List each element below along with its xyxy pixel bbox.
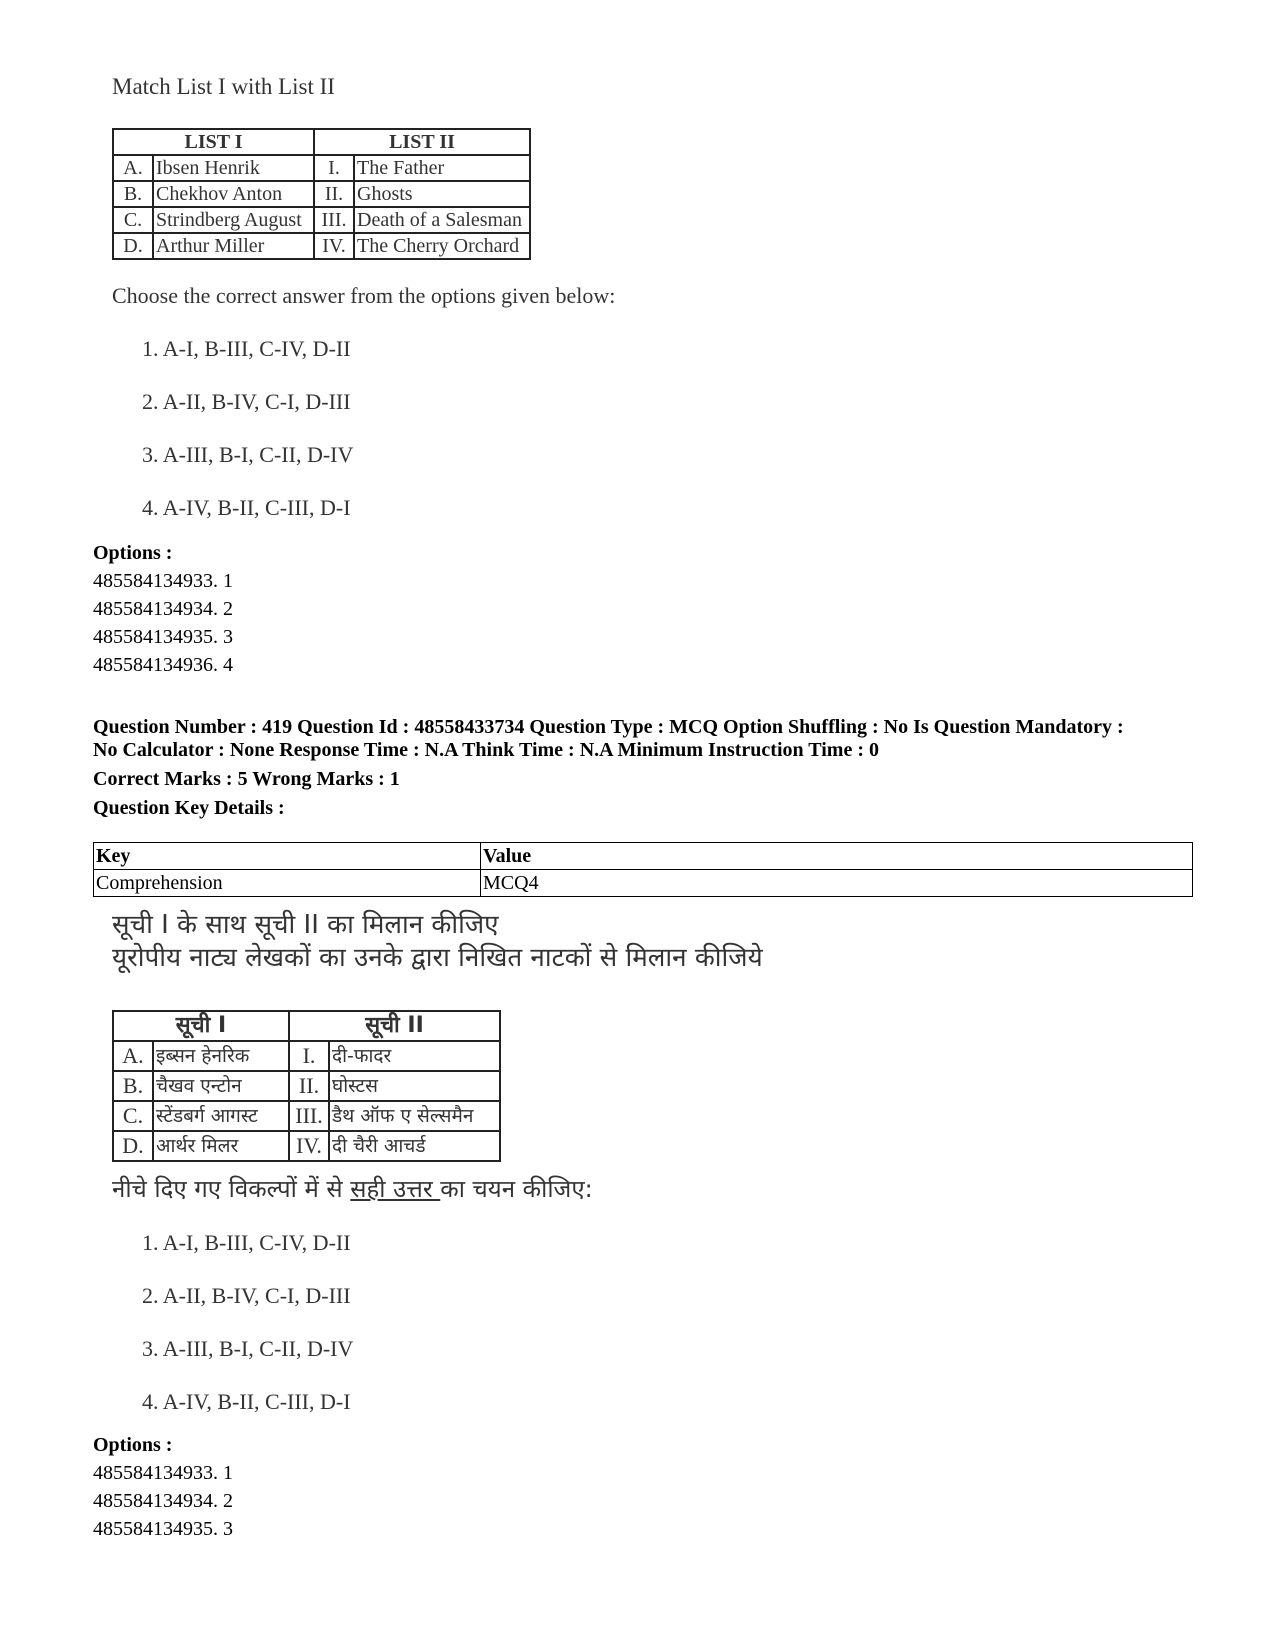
hindi-choose-instruction xyxy=(112,1172,593,1205)
value-cell: MCQ4 xyxy=(481,870,1193,897)
author-name: Ibsen Henrik xyxy=(153,155,314,181)
author-name: स्टेंडबर्ग आगस्ट xyxy=(153,1101,289,1131)
question-meta-line-1: Question Number : 419 Question Id : 48558433734 Question Type : MCQ Option Shuffling : No Is Question Mandatory : xyxy=(93,716,1124,738)
row-numeral: III. xyxy=(314,207,354,233)
option-line: 485584134936. 4 xyxy=(93,654,233,676)
table-row xyxy=(113,155,530,181)
row-letter: A. xyxy=(113,155,153,181)
play-title: डैथ ऑफ ए सेल्समैन xyxy=(329,1101,500,1131)
row-letter: A. xyxy=(113,1041,153,1071)
match-table-hindi xyxy=(112,1010,501,1162)
table-row xyxy=(113,181,530,207)
option-line: 485584134935. 3 xyxy=(93,626,233,648)
play-title: Ghosts xyxy=(354,181,530,207)
author-name: चैखव एन्टोन xyxy=(153,1071,289,1101)
row-letter: D. xyxy=(113,1131,153,1161)
marks-line: Correct Marks : 5 Wrong Marks : 1 xyxy=(93,768,400,790)
choice-item: 3. A-III, B-I, C-II, D-IV xyxy=(142,442,354,467)
table-row xyxy=(113,233,530,259)
choice-item: 2. A-II, B-IV, C-I, D-III xyxy=(142,389,351,414)
match-table-english xyxy=(112,128,531,260)
list-2-header: LIST II xyxy=(314,129,530,155)
row-numeral: IV. xyxy=(289,1131,329,1161)
option-line: 485584134935. 3 xyxy=(93,1518,233,1540)
row-letter: D. xyxy=(113,233,153,259)
hindi-instruction-1: सूची I के साथ सूची II का मिलान कीजिए xyxy=(112,910,499,940)
list-1-header: सूची I xyxy=(113,1011,289,1041)
choose-text-underlined: सही उत्तर xyxy=(350,1175,441,1203)
row-letter: C. xyxy=(113,207,153,233)
option-line: 485584134933. 1 xyxy=(93,570,233,592)
table-row xyxy=(113,1041,500,1071)
play-title: The Father xyxy=(354,155,530,181)
key-cell: Comprehension xyxy=(94,870,481,897)
row-numeral: IV. xyxy=(314,233,354,259)
author-name: Strindberg August xyxy=(153,207,314,233)
table-row xyxy=(113,207,530,233)
choose-text-post: का चयन कीजिए: xyxy=(440,1175,593,1203)
row-numeral: III. xyxy=(289,1101,329,1131)
author-name: Arthur Miller xyxy=(153,233,314,259)
option-line: 485584134934. 2 xyxy=(93,1490,233,1512)
row-letter: B. xyxy=(113,1071,153,1101)
author-name: इब्सन हेनरिक xyxy=(153,1041,289,1071)
match-instruction: Match List I with List II xyxy=(112,74,335,99)
row-numeral: I. xyxy=(314,155,354,181)
choice-item: 1. A-I, B-III, C-IV, D-II xyxy=(142,1230,351,1255)
options-label: Options : xyxy=(93,1434,173,1456)
author-name: आर्थर मिलर xyxy=(153,1131,289,1161)
choice-item: 3. A-III, B-I, C-II, D-IV xyxy=(142,1336,354,1361)
options-label: Options : xyxy=(93,542,173,564)
play-title: दी-फादर xyxy=(329,1041,500,1071)
list-1-header: LIST I xyxy=(113,129,314,155)
choice-item: 4. A-IV, B-II, C-III, D-I xyxy=(142,495,351,520)
row-letter: B. xyxy=(113,181,153,207)
key-details-table xyxy=(93,842,1193,897)
author-name: Chekhov Anton xyxy=(153,181,314,207)
option-line: 485584134933. 1 xyxy=(93,1462,233,1484)
table-row xyxy=(113,1131,500,1161)
choose-instruction: Choose the correct answer from the options given below: xyxy=(112,283,616,308)
table-row xyxy=(94,870,1193,897)
value-header: Value xyxy=(481,843,1193,870)
option-line: 485584134934. 2 xyxy=(93,598,233,620)
row-letter: C. xyxy=(113,1101,153,1131)
question-meta-line-2: No Calculator : None Response Time : N.A Think Time : N.A Minimum Instruction Time : 0 xyxy=(93,739,879,761)
key-header: Key xyxy=(94,843,481,870)
row-numeral: I. xyxy=(289,1041,329,1071)
choice-item: 1. A-I, B-III, C-IV, D-II xyxy=(142,336,351,361)
play-title: The Cherry Orchard xyxy=(354,233,530,259)
key-details-label: Question Key Details : xyxy=(93,797,285,819)
list-2-header: सूची II xyxy=(289,1011,500,1041)
choice-item: 2. A-II, B-IV, C-I, D-III xyxy=(142,1283,351,1308)
choose-text-pre: नीचे दिए गए विकल्पों में से xyxy=(112,1175,351,1203)
play-title: Death of a Salesman xyxy=(354,207,530,233)
play-title: दी चैरी आचर्ड xyxy=(329,1131,500,1161)
hindi-instruction-2: यूरोपीय नाट्य लेखकों का उनके द्वारा निखित नाटकों से मिलान कीजिये xyxy=(112,943,763,973)
row-numeral: II. xyxy=(289,1071,329,1101)
play-title: घोस्टस xyxy=(329,1071,500,1101)
table-row xyxy=(113,1071,500,1101)
table-row xyxy=(113,1101,500,1131)
row-numeral: II. xyxy=(314,181,354,207)
choice-item: 4. A-IV, B-II, C-III, D-I xyxy=(142,1389,351,1414)
